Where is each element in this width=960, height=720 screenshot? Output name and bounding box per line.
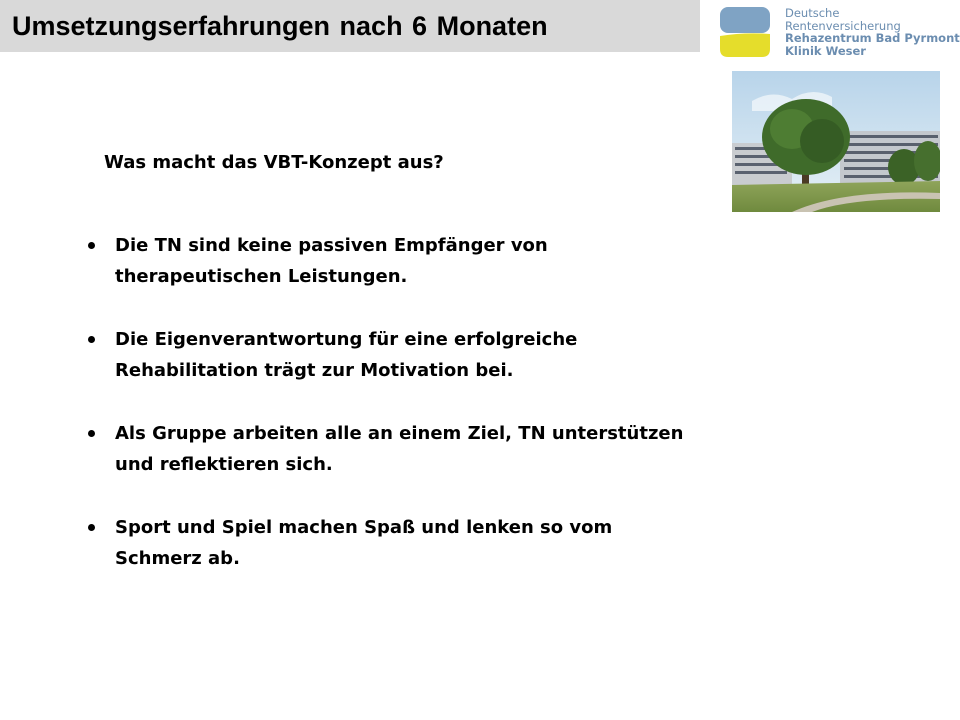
bullet-text-3: Als Gruppe arbeiten alle an einem Ziel, TN unterstützen und reflektieren sich. [115, 423, 684, 475]
drv-logo [719, 6, 959, 60]
bullet-item-3 [88, 418, 688, 480]
logo-line-4: Klinik Weser [785, 43, 866, 58]
bullet-item-4 [88, 512, 688, 574]
slide-title: Umsetzungserfahrungen nach 6 Monaten [12, 11, 548, 41]
bullet-dot-icon [88, 524, 95, 531]
logo-line-1: Deutsche [785, 6, 840, 20]
bullet-dot-icon [88, 336, 95, 343]
logo-line-3: Rehazentrum Bad Pyrmont [785, 31, 960, 45]
bullet-text-1: Die TN sind keine passiven Empfänger von therapeutischen Leistungen. [115, 235, 548, 287]
logo-line-2: Rentenversicherung [785, 18, 901, 33]
building-photo [732, 71, 940, 212]
bullet-item-1 [88, 230, 688, 292]
subheading: Was macht das VBT-Konzept aus? [104, 152, 444, 173]
logo-text [785, 7, 960, 57]
title-bar [0, 0, 700, 52]
bullet-text-2: Die Eigenverantwortung für eine erfolgreiche Rehabilitation trägt zur Motivation bei. [115, 329, 578, 381]
drv-logo-mark-icon [719, 6, 771, 58]
bullet-text-4: Sport und Spiel machen Spaß und lenken so vom Schmerz ab. [115, 517, 613, 569]
bullet-dot-icon [88, 242, 95, 249]
bullet-list [88, 230, 688, 606]
bullet-item-2 [88, 324, 688, 386]
bullet-dot-icon [88, 430, 95, 437]
